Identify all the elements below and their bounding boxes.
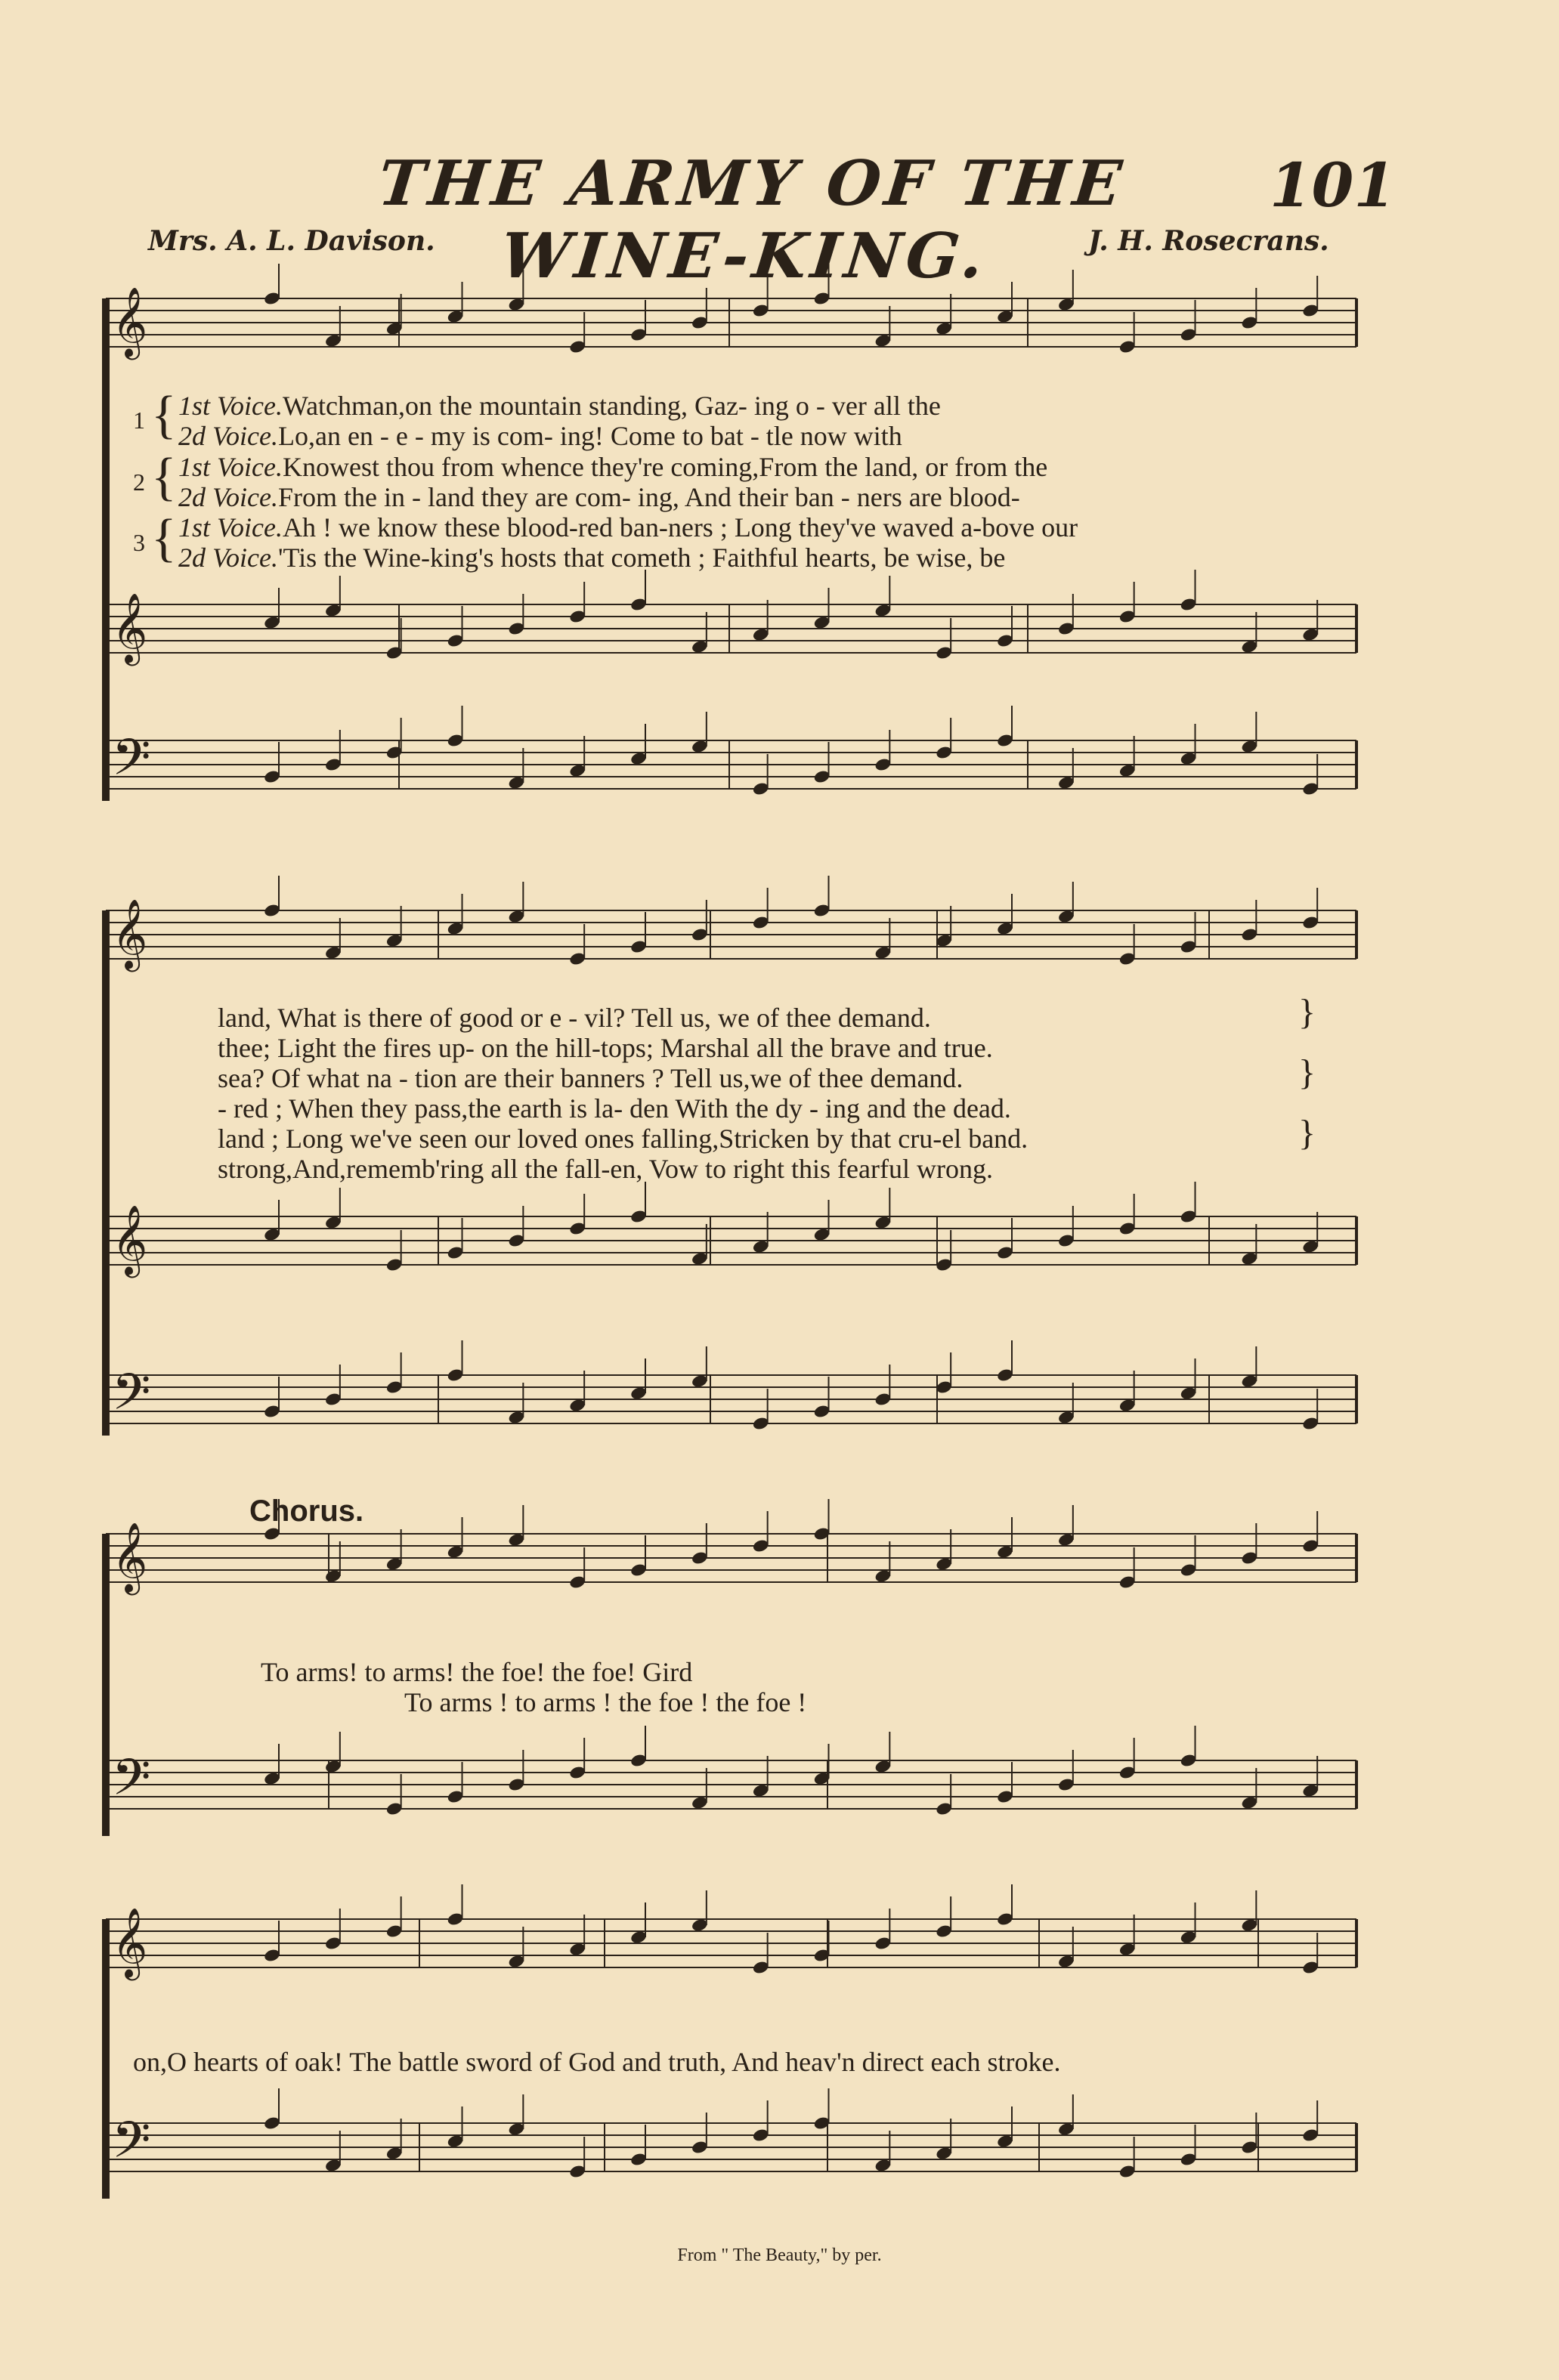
verse-brace: { xyxy=(151,448,177,506)
bass-clef-icon: 𝄢 xyxy=(112,1363,151,1433)
chorus-label: Chorus. xyxy=(249,1494,364,1528)
chorus-lyric-line-3: on,O hearts of oak! The battle sword of God and truth, And heav'n direct each stroke. xyxy=(133,2047,1061,2077)
hymn-title: THE ARMY OF THE WINE-KING. xyxy=(374,147,1130,292)
verse-brace-right: } xyxy=(1298,1113,1316,1153)
verse-2-voice-2: 2d Voice.From the in - land they are com- ing, And their ban - ners are blood- xyxy=(178,482,1020,512)
treble-clef-icon: 𝄞 xyxy=(112,898,148,969)
verse-continuation-line: - red ; When they pass,the earth is la- den With the dy - ing and the dead. xyxy=(218,1093,1011,1124)
chorus-lyric-line-1: To arms! to arms! the foe! the foe! Gird xyxy=(261,1657,693,1687)
verse-number-3: 3 xyxy=(133,529,145,556)
verse-number-2: 2 xyxy=(133,468,145,496)
verse-1-voice-1: 1st Voice.Watchman,on the mountain standing, Gaz- ing o - ver all the xyxy=(178,391,941,421)
chorus-lyric-line-2: To arms ! to arms ! the foe ! the foe ! xyxy=(404,1687,807,1717)
verse-continuation-line: strong,And,rememb'ring all the fall-en, Vow to right this fearful wrong. xyxy=(218,1154,993,1184)
verse-continuation-line: sea? Of what na - tion are their banners ? Tell us,we of thee demand. xyxy=(218,1063,964,1093)
treble-clef-icon: 𝄞 xyxy=(112,286,148,357)
bass-clef-icon: 𝄢 xyxy=(112,1748,151,1819)
verse-continuation-line: land ; Long we've seen our loved ones falling,Stricken by that cru-el band. xyxy=(218,1124,1029,1154)
verse-continuation-line: land, What is there of good or e - vil? Tell us, we of thee demand. xyxy=(218,1003,931,1033)
verse-number-1: 1 xyxy=(133,406,145,434)
verse-continuation-line: thee; Light the fires up- on the hill-tops; Marshal all the brave and true. xyxy=(218,1033,993,1063)
bass-clef-icon: 𝄢 xyxy=(112,728,151,799)
verse-brace: { xyxy=(151,509,177,567)
verse-brace-right: } xyxy=(1298,1052,1316,1093)
lyricist-credit: Mrs. A. L. Davison. xyxy=(148,225,435,257)
treble-clef-icon: 𝄞 xyxy=(112,1204,148,1275)
verse-3-voice-1: 1st Voice.Ah ! we know these blood-red ban-ners ; Long they've waved a-bove our xyxy=(178,512,1078,542)
verse-1-voice-2: 2d Voice.Lo,an en - e - my is com- ing! Come to bat - tle now with xyxy=(178,421,902,451)
composer-credit: J. H. Rosecrans. xyxy=(1088,225,1329,257)
verse-2-voice-1: 1st Voice.Knowest thou from whence they're coming,From the land, or from the xyxy=(178,452,1048,482)
bass-clef-icon: 𝄞 xyxy=(112,1907,148,1977)
treble-clef-icon: 𝄞 xyxy=(112,592,148,663)
source-credit: From " The Beauty," by per. xyxy=(677,2246,882,2265)
page-number: 101 xyxy=(1270,150,1396,221)
bass-clef-icon: 𝄢 xyxy=(112,2111,151,2181)
verse-brace: { xyxy=(151,386,177,444)
verse-brace-right: } xyxy=(1298,992,1316,1032)
verse-3-voice-2: 2d Voice.'Tis the Wine-king's hosts that cometh ; Faithful hearts, be wise, be xyxy=(178,542,1006,573)
treble-clef-icon: 𝄞 xyxy=(112,1522,148,1592)
